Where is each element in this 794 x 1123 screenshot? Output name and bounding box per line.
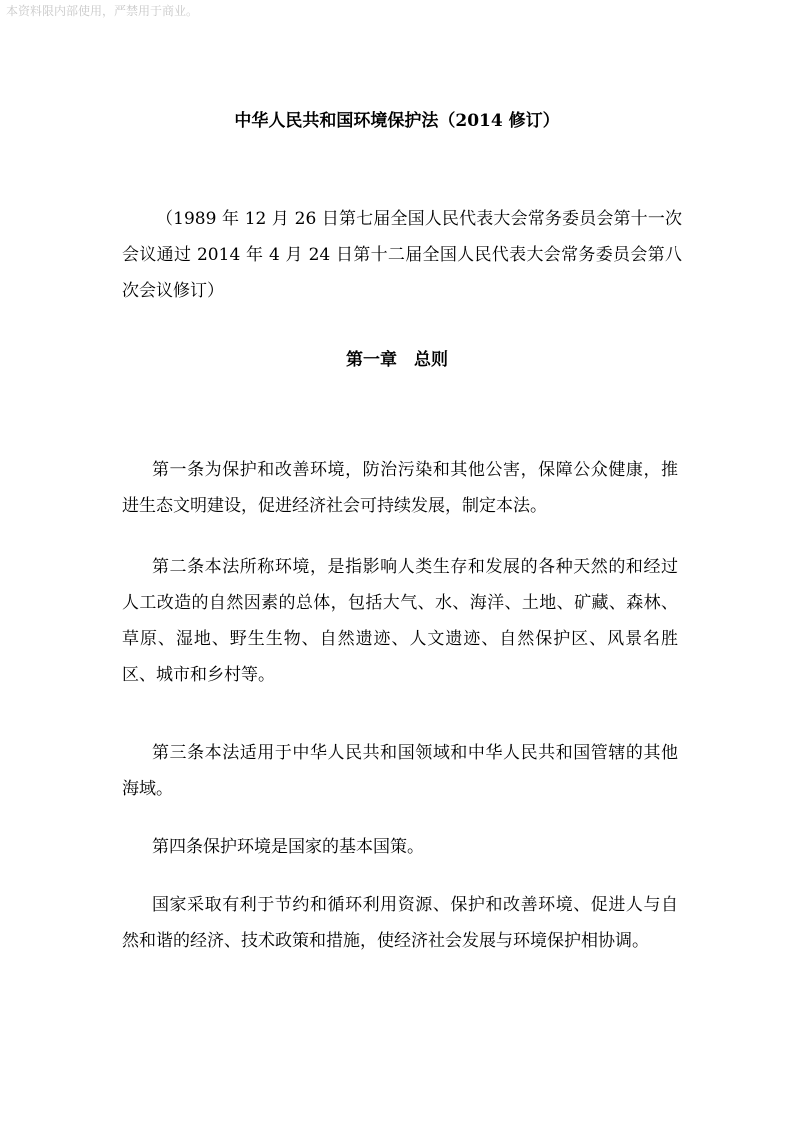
watermark-text: 本资料限内部使用，严禁用于商业。: [6, 4, 199, 18]
chapter-heading: 第一章 总则: [346, 350, 448, 370]
article-1-paragraph: 第一条为保护和改善环境，防治污染和其他公害，保障公众健康，推进生态文明建设，促进经济社会可持续发展，制定本法。: [122, 460, 678, 516]
article-4-paragraph: 第四条保护环境是国家的基本国策。: [152, 837, 424, 857]
document-title: 中华人民共和国环境保护法（2014 修订）: [234, 111, 560, 131]
article-3-paragraph: 第三条本法适用于中华人民共和国领域和中华人民共和国管辖的其他海域。: [122, 743, 678, 799]
article-2-paragraph: 第二条本法所称环境，是指影响人类生存和发展的各种天然的和经过人工改造的自然因素的总体，包括大气、水、海洋、土地、矿藏、森林、草原、湿地、野生生物、自然遗迹、人文遗迹、自然保护区、风景名胜区、城市和乡村等。: [122, 557, 678, 685]
article-4-continuation-paragraph: 国家采取有利于节约和循环利用资源、保护和改善环境、促进人与自然和谐的经济、技术政策和措施，使经济社会发展与环境保护相协调。: [122, 895, 678, 951]
document-preamble: （1989 年 12 月 26 日第七届全国人民代表大会常务委员会第十一次会议通过 2014 年 4 月 24 日第十二届全国人民代表大会常务委员会第八次会议修订）: [122, 209, 682, 301]
